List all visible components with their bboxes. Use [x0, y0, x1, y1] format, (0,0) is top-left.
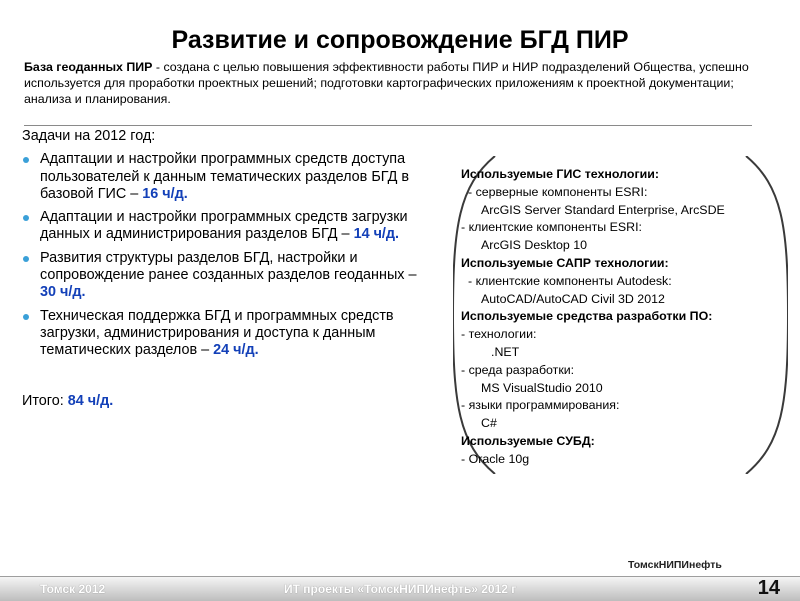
task-item	[22, 151, 434, 203]
company-logo: ТомскНИПИнефть	[628, 559, 722, 571]
list-line: .NET	[491, 344, 520, 359]
footer-bar	[0, 576, 800, 601]
task-text: Адаптации и настройки программных средств загрузки данных и администрирования разделов БГД –	[40, 209, 408, 243]
task-value: 16 ч/д.	[142, 185, 188, 202]
task-value: 14 ч/д.	[353, 226, 400, 243]
list-line: - среда разработки:	[461, 362, 575, 377]
page-title: Развитие и сопровождение БГД ПИР	[171, 26, 629, 54]
section-heading: Используемые САПР технологии:	[461, 255, 669, 270]
list-line: ArcGIS Server Standard Enterprise, ArcSDE	[481, 202, 725, 217]
list-line: ArcGIS Desktop 10	[481, 238, 588, 253]
bullet-icon	[23, 157, 29, 163]
task-value: 24 ч/д.	[213, 342, 259, 359]
list-line: MS VisualStudio 2010	[481, 380, 603, 395]
task-text: Адаптации и настройки программных средств доступа пользователей к данным тематических разделов БГД в базовой ГИС –	[40, 151, 409, 202]
total-value: 84 ч/д.	[67, 392, 114, 409]
task-item	[22, 209, 434, 244]
tasks-section	[22, 128, 434, 410]
task-item	[22, 250, 434, 302]
list-line: - клиентские компоненты ESRI:	[461, 220, 642, 235]
bullet-icon	[23, 215, 29, 221]
footer-title: ИТ проекты «ТомскНИПИнефть» 2012 г	[284, 582, 517, 596]
intro-lead: База геоданных ПИР	[24, 60, 153, 74]
list-line: - технологии:	[461, 327, 537, 342]
page-number: 14	[757, 577, 780, 599]
task-item	[22, 308, 434, 360]
bullet-icon	[23, 314, 29, 320]
bullet-icon	[23, 256, 29, 262]
list-line: - клиентские компоненты Autodesk:	[468, 273, 672, 288]
intro-text: - создана с целью повышения эффективности работы ПИР и НИР подразделений Общества, успешно используется для проработки проектных решений; подготовки картографических приложениям к проектной документации; анализа и планирования.	[24, 60, 749, 106]
tasks-list	[22, 151, 434, 359]
section-heading: Используемые СУБД:	[461, 433, 595, 448]
footer-location: Томск 2012	[40, 582, 106, 596]
task-text: Техническая поддержка БГД и программных средств загрузки, администрирования и доступа к данным тематических разделов –	[40, 307, 394, 359]
tasks-heading: Задачи на 2012 год:	[22, 128, 156, 144]
technologies-panel	[453, 156, 788, 474]
list-line: - языки программирования:	[461, 398, 620, 413]
technologies-list	[461, 166, 725, 469]
task-value: 30 ч/д.	[40, 284, 86, 301]
divider	[24, 125, 752, 126]
list-line: C#	[481, 416, 497, 431]
total-label: Итого:	[22, 392, 68, 409]
intro-paragraph	[24, 59, 764, 107]
list-line: - серверные компоненты ESRI:	[468, 184, 648, 199]
task-text: Развития структуры разделов БГД, настройки и сопровождение ранее созданных разделов геоданных –	[40, 249, 417, 284]
section-heading: Используемые ГИС технологии:	[461, 167, 659, 181]
list-line: AutoCAD/AutoCAD Civil 3D 2012	[481, 291, 665, 306]
section-heading: Используемые средства разработки ПО:	[461, 309, 713, 324]
list-line: - Oracle 10g	[461, 451, 530, 466]
tasks-total	[22, 393, 434, 410]
